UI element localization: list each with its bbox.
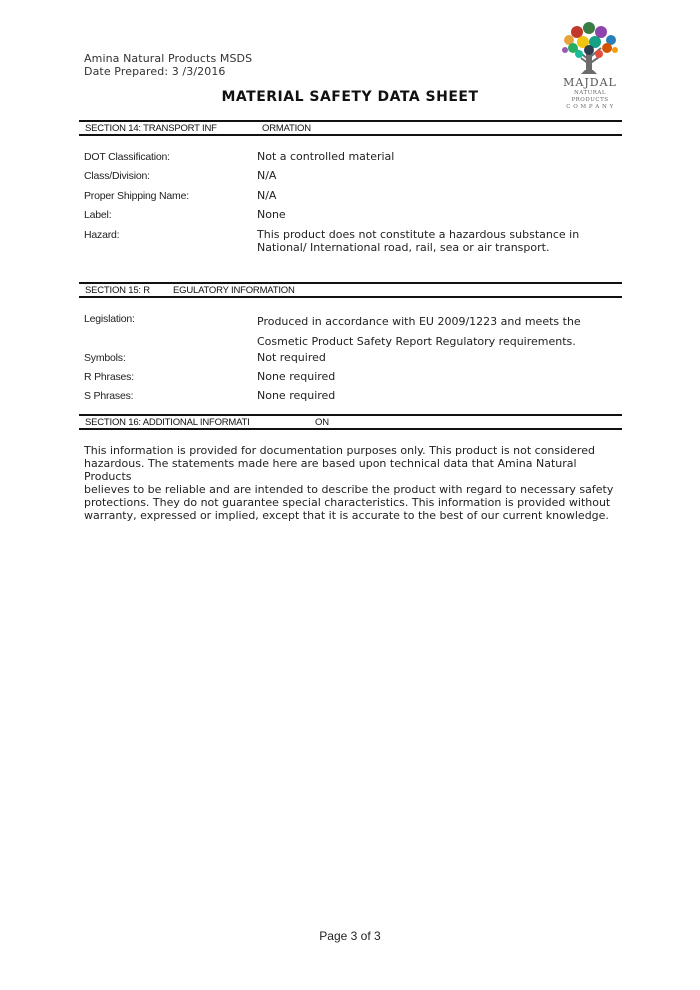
legislation-value [257, 312, 597, 352]
document-header-title: Amina Natural Products MSDS [84, 52, 253, 65]
hazard-value-line1: This product does not constitute a hazardous substance in [257, 228, 580, 241]
logo-wordmark: MAJDAL [563, 76, 617, 89]
dot-classification-value: Not a controlled material [257, 150, 395, 163]
section-14-heading [79, 120, 622, 136]
disclaimer-line: warranty, expressed or implied, except that it is accurate to the best of our current knowledge. [84, 509, 609, 522]
proper-shipping-name-label: Proper Shipping Name: [84, 190, 189, 202]
section-14-heading-part1: SECTION 14: TRANSPORT INF [85, 123, 217, 134]
class-division-label: Class/Division: [84, 170, 150, 182]
r-phrases-label: R Phrases: [84, 371, 134, 383]
page-title: MATERIAL SAFETY DATA SHEET [221, 89, 479, 105]
s-phrases-value: None required [257, 389, 336, 402]
symbols-value: Not required [257, 351, 326, 364]
section-15-heading-part1: SECTION 15: R [85, 285, 150, 296]
section-16-heading-part2: ON [315, 417, 329, 428]
page-number: Page 3 of 3 [319, 929, 381, 943]
logo-tagline-line2: C O M P A N Y [566, 104, 614, 110]
section-15-heading-part2: EGULATORY INFORMATION [173, 285, 295, 296]
disclaimer-line: protections. They do not guarantee special characteristics. This information is provided without [84, 496, 611, 509]
s-phrases-label: S Phrases: [84, 390, 134, 402]
dot-classification-label: DOT Classification: [84, 151, 170, 163]
hazard-value-line2: National/ International road, rail, sea or air transport. [257, 241, 550, 254]
logo-tagline-line1: NATURAL PRODUCTS [571, 90, 609, 103]
disclaimer-paragraph [84, 444, 619, 522]
disclaimer-line: hazardous. The statements made here are based upon technical data that Amina Natural Products [84, 457, 577, 483]
hazard-label: Hazard: [84, 229, 120, 241]
label-label: Label: [84, 209, 112, 221]
label-value: None [257, 208, 286, 221]
section-14-heading-part2: ORMATION [262, 123, 311, 134]
section-16-heading [79, 414, 622, 430]
r-phrases-value: None required [257, 370, 336, 383]
hazard-value [257, 228, 597, 254]
section-15-heading [79, 282, 622, 298]
proper-shipping-name-value: N/A [257, 189, 277, 202]
disclaimer-line: This information is provided for documentation purposes only. This product is not considered [84, 444, 595, 457]
tree-logo-icon [559, 20, 621, 78]
disclaimer-line: believes to be reliable and are intended to describe the product with regard to necessary safety [84, 483, 614, 496]
class-division-value: N/A [257, 169, 277, 182]
legislation-value-line1: Produced in accordance with EU 2009/1223 and meets the [257, 315, 581, 328]
legislation-value-line2: Cosmetic Product Safety Report Regulatory requirements. [257, 335, 576, 348]
date-prepared: Date Prepared: 3 /3/2016 [84, 65, 226, 78]
legislation-label: Legislation: [84, 313, 135, 325]
symbols-label: Symbols: [84, 352, 126, 364]
section-16-heading-part1: SECTION 16: ADDITIONAL INFORMATI [85, 417, 250, 428]
